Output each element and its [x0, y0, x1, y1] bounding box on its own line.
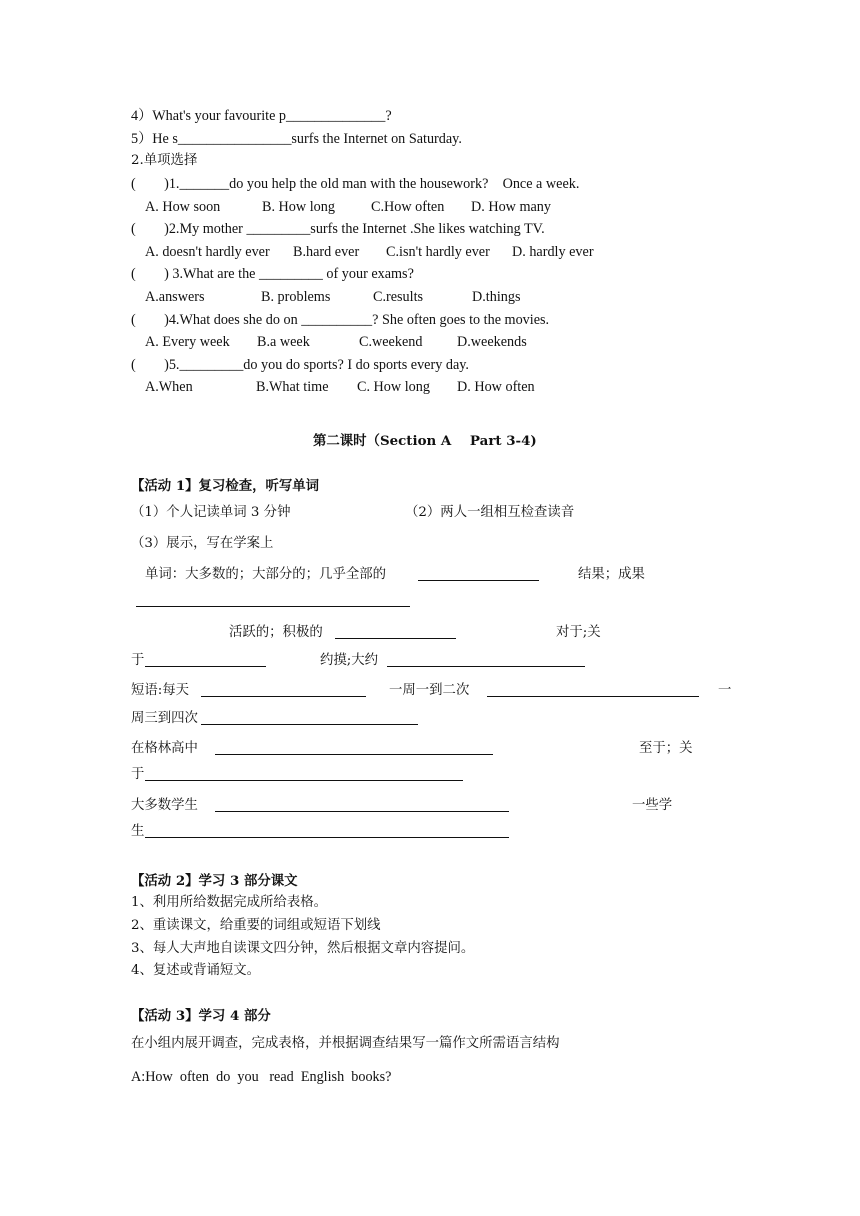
mc-heading: 2.单项选择	[131, 153, 198, 168]
mc-option[interactable]: D. hardly ever	[512, 244, 594, 260]
fill-in-suffix: ?	[385, 108, 392, 124]
activity-3-title: 【活动 3】学习 4 部分	[131, 1008, 271, 1024]
mc-option[interactable]: A. Every week	[145, 334, 230, 350]
answer-blank[interactable]	[335, 626, 456, 639]
answer-blank[interactable]	[215, 799, 509, 812]
phrase-three-four-b: 周三到四次	[131, 711, 198, 726]
phrase-once-twice: 一周一到二次	[389, 683, 470, 698]
mc-option[interactable]: B.What time	[256, 379, 329, 395]
mc-option[interactable]: A. How soon	[145, 199, 221, 215]
mc-option[interactable]: C.results	[373, 289, 424, 305]
fill-in-prefix: 5）He s	[131, 131, 178, 147]
mc-option[interactable]: B.hard ever	[293, 244, 360, 260]
mc-option[interactable]: A.When	[145, 379, 193, 395]
word-result: 结果；成果	[578, 567, 645, 582]
activity-2-item: 1、利用所给数据完成所给表格。	[131, 895, 327, 910]
answer-blank[interactable]	[487, 684, 699, 697]
fill-in-item-4	[131, 107, 392, 125]
mc-option[interactable]: C.weekend	[359, 334, 423, 350]
mc-option[interactable]: C.isn't hardly ever	[386, 244, 490, 260]
answer-blank[interactable]	[215, 742, 493, 755]
activity-2-item: 2、重读课文，给重要的词组或短语下划线	[131, 918, 381, 933]
mc-option[interactable]: C.How often	[371, 199, 445, 215]
fill-in-blank[interactable]: ______________	[286, 108, 386, 124]
mc-option[interactable]: A. doesn't hardly ever	[145, 244, 270, 260]
mc-option[interactable]: B. How long	[262, 199, 335, 215]
word-about-b: 于	[131, 653, 145, 668]
activity-3-dialog: A:How often do you read English books?	[131, 1069, 392, 1085]
phrase-most-students: 大多数学生	[131, 798, 198, 813]
word-approx: 约摸;大约	[320, 653, 379, 668]
activity-2-item: 4、复述或背诵短文。	[131, 963, 261, 978]
mc-option[interactable]: B. problems	[261, 289, 331, 305]
mc-option[interactable]: C. How long	[357, 379, 430, 395]
phrase-label: 短语:每天	[131, 683, 190, 698]
phrase-green-high: 在格林高中	[131, 741, 198, 756]
phrase-some-students-b: 生	[131, 824, 145, 839]
answer-blank[interactable]	[145, 654, 266, 667]
word-active: 活跃的；积极的	[229, 625, 323, 640]
answer-blank[interactable]	[418, 568, 539, 581]
mc-option[interactable]: D. How often	[457, 379, 535, 395]
lesson-title: 第二课时（Section A Part 3-4)	[313, 433, 537, 449]
fill-in-item-5	[131, 130, 462, 148]
word-about-a: 对于;关	[556, 625, 601, 640]
mc-question-3: ( ) 3.What are the _________ of your exams?	[131, 266, 414, 282]
mc-question-2: ( )2.My mother _________surfs the Internet .She likes watching TV.	[131, 221, 545, 237]
fill-in-prefix: 4）What's your favourite p	[131, 108, 287, 124]
mc-question-1: ( )1._______do you help the old man with the housework? Once a week.	[131, 176, 580, 192]
answer-blank[interactable]	[145, 825, 509, 838]
mc-question-4: ( )4.What does she do on __________? She often goes to the movies.	[131, 312, 550, 328]
answer-blank[interactable]	[136, 594, 410, 607]
phrase-as-for-a: 至于；关	[639, 741, 693, 756]
answer-blank[interactable]	[201, 712, 418, 725]
mc-option[interactable]: B.a week	[257, 334, 310, 350]
mc-option[interactable]: A.answers	[145, 289, 205, 305]
activity-1-title: 【活动 1】复习检查，听写单词	[131, 478, 320, 494]
activity-1-step-1: （1）个人记读单词 3 分钟	[131, 505, 291, 520]
activity-3-instruction: 在小组内展开调查，完成表格，并根据调查结果写一篇作文所需语言结构	[131, 1036, 560, 1051]
mc-option[interactable]: D. How many	[471, 199, 551, 215]
activity-2-item: 3、每人大声地自读课文四分钟，然后根据文章内容提问。	[131, 941, 475, 956]
mc-option[interactable]: D.things	[472, 289, 521, 305]
words-label: 单词：大多数的；大部分的；几乎全部的	[145, 567, 387, 582]
mc-option[interactable]: D.weekends	[457, 334, 527, 350]
fill-in-suffix: surfs the Internet on Saturday.	[291, 131, 462, 147]
answer-blank[interactable]	[145, 768, 463, 781]
activity-2-title: 【活动 2】学习 3 部分课文	[131, 873, 298, 889]
phrase-as-for-b: 于	[131, 767, 145, 782]
answer-blank[interactable]	[201, 684, 366, 697]
phrase-some-students-a: 一些学	[632, 798, 673, 813]
phrase-three-four-a: 一	[718, 683, 732, 698]
mc-question-5: ( )5._________do you do sports? I do sports every day.	[131, 357, 469, 373]
fill-in-blank[interactable]: ________________	[177, 131, 292, 147]
activity-1-step-2: （2）两人一组相互检查读音	[405, 505, 575, 520]
activity-1-step-3: （3）展示，写在学案上	[131, 536, 274, 551]
answer-blank[interactable]	[387, 654, 585, 667]
